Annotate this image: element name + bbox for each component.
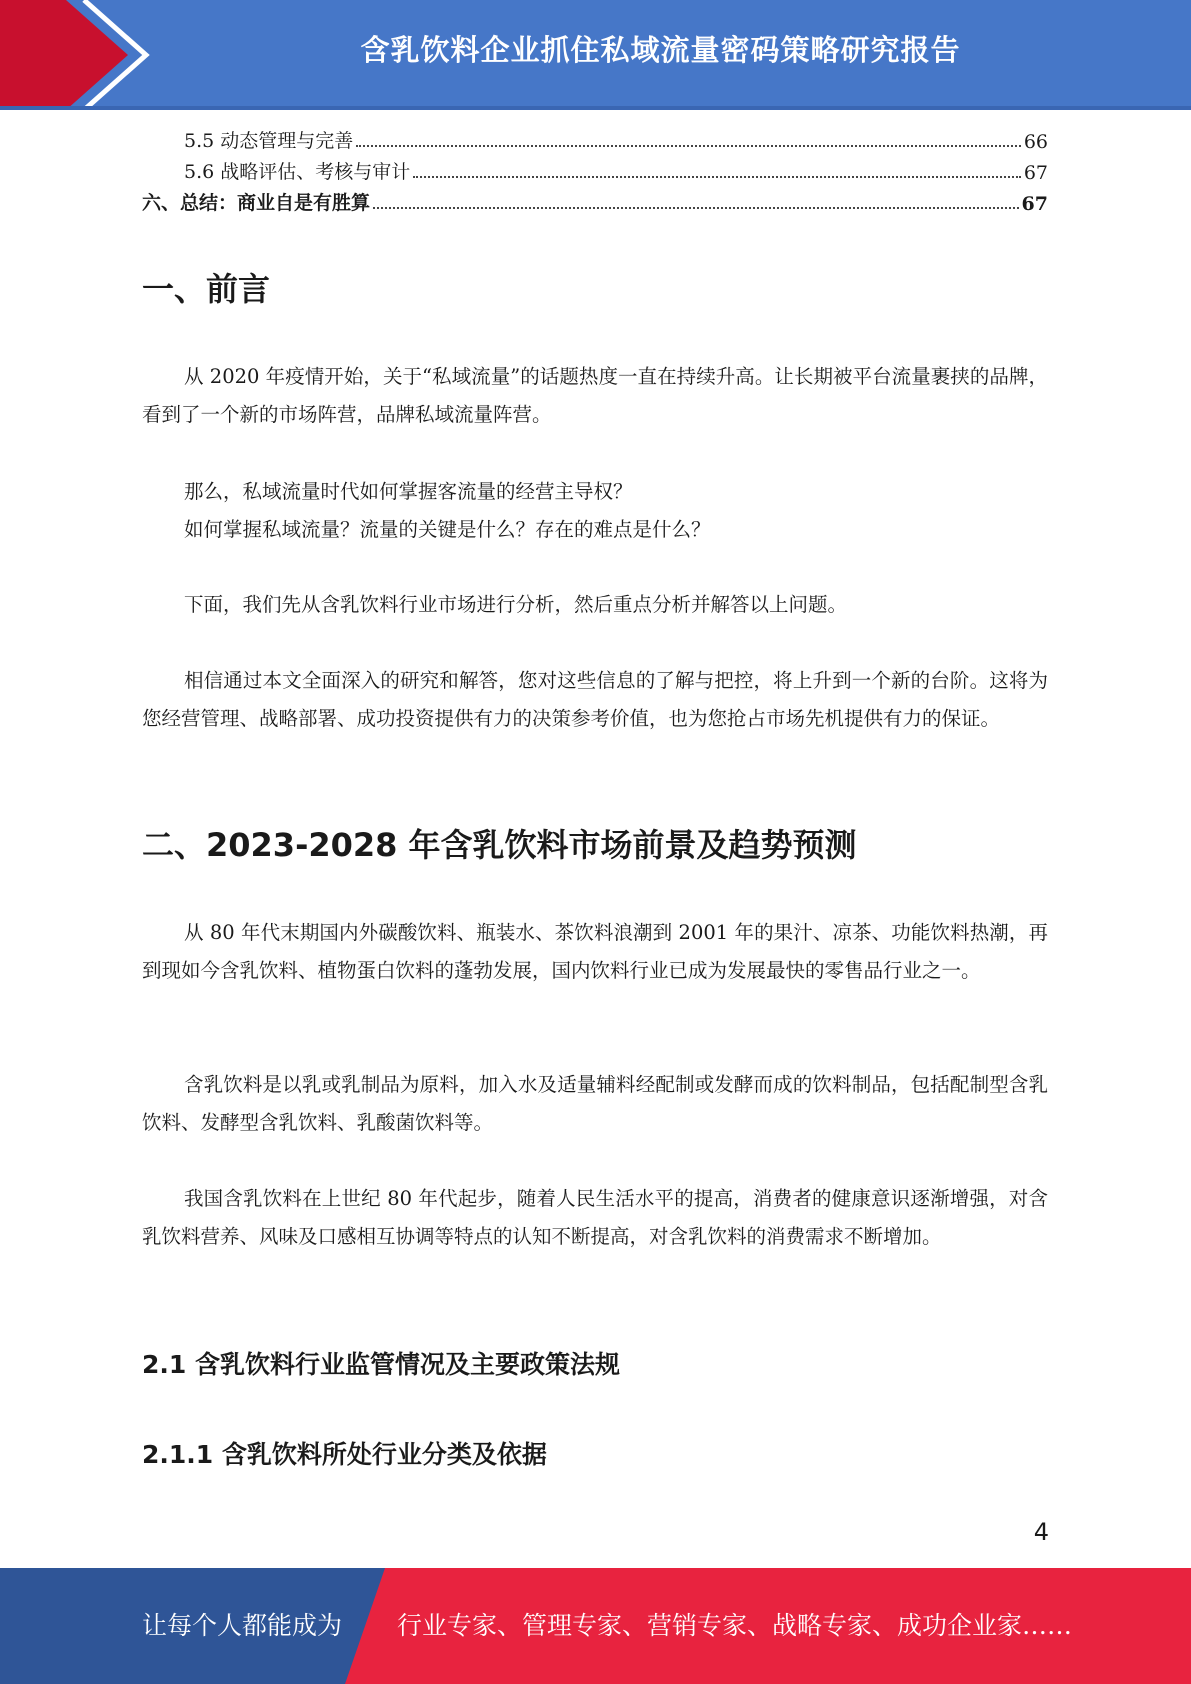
toc-leader <box>356 145 1021 147</box>
section-heading: 一、前言 <box>142 270 271 308</box>
page-header <box>0 0 1191 110</box>
toc-entry-page: 66 <box>1023 131 1048 153</box>
footer-slogan-right: 行业专家、管理专家、营销专家、战略专家、成功企业家…… <box>397 1611 1073 1640</box>
toc-entry-label: 5.6 战略评估、考核与审计 <box>184 161 411 183</box>
toc-entry-label: 5.5 动态管理与完善 <box>184 130 354 152</box>
paragraph: 从 80 年代末期国内外碳酸饮料、瓶装水、茶饮料浪潮到 2001 年的果汁、凉茶、功能饮料热潮，再到现如今含乳饮料、植物蛋白饮料的蓬勃发展，国内饮料行业已成为发展最快的零售品行业之一。 <box>142 921 1048 982</box>
subsection-heading: 2.1 含乳饮料行业监管情况及主要政策法规 <box>142 1350 620 1379</box>
section-heading: 二、2023-2028 年含乳饮料市场前景及趋势预测 <box>142 826 857 864</box>
footer-slogan-left: 让每个人都能成为 <box>142 1611 343 1640</box>
paragraph: 从 2020 年疫情开始，关于“私域流量”的话题热度一直在持续升高。让长期被平台流量裹挟的品牌，看到了一个新的市场阵营，品牌私域流量阵营。 <box>142 365 1048 426</box>
toc-entry[interactable] <box>142 158 1048 184</box>
subsection-heading: 2.1.1 含乳饮料所处行业分类及依据 <box>142 1440 547 1469</box>
paragraph: 我国含乳饮料在上世纪 80 年代起步，随着人民生活水平的提高，消费者的健康意识逐渐增强，对含乳饮料营养、风味及口感相互协调等特点的认知不断提高，对含乳饮料的消费需求不断增加。 <box>142 1187 1048 1248</box>
paragraph: 如何掌握私域流量？流量的关键是什么？存在的难点是什么？ <box>184 518 711 541</box>
toc-leader <box>413 176 1021 178</box>
page-footer <box>0 1568 1191 1684</box>
page-number: 4 <box>1033 1518 1049 1546</box>
toc-entry-page: 67 <box>1021 193 1048 215</box>
toc-entry[interactable] <box>142 189 1048 215</box>
header-title: 含乳饮料企业抓住私域流量密码策略研究报告 <box>360 33 961 67</box>
toc-entry-page: 67 <box>1023 162 1048 184</box>
toc-entry-label: 六、总结：商业自是有胜算 <box>142 192 371 214</box>
toc-entry[interactable] <box>142 127 1048 153</box>
paragraph: 那么，私域流量时代如何掌握客流量的经营主导权？ <box>184 480 633 503</box>
paragraph: 相信通过本文全面深入的研究和解答，您对这些信息的了解与把控，将上升到一个新的台阶。这将为您经营管理、战略部署、成功投资提供有力的决策参考价值，也为您抢占市场先机提供有力的保证。 <box>142 669 1048 730</box>
paragraph: 下面，我们先从含乳饮料行业市场进行分析，然后重点分析并解答以上问题。 <box>184 593 848 616</box>
toc-leader <box>373 207 1019 209</box>
paragraph: 含乳饮料是以乳或乳制品为原料，加入水及适量辅料经配制或发酵而成的饮料制品，包括配制型含乳饮料、发酵型含乳饮料、乳酸菌饮料等。 <box>142 1073 1048 1134</box>
